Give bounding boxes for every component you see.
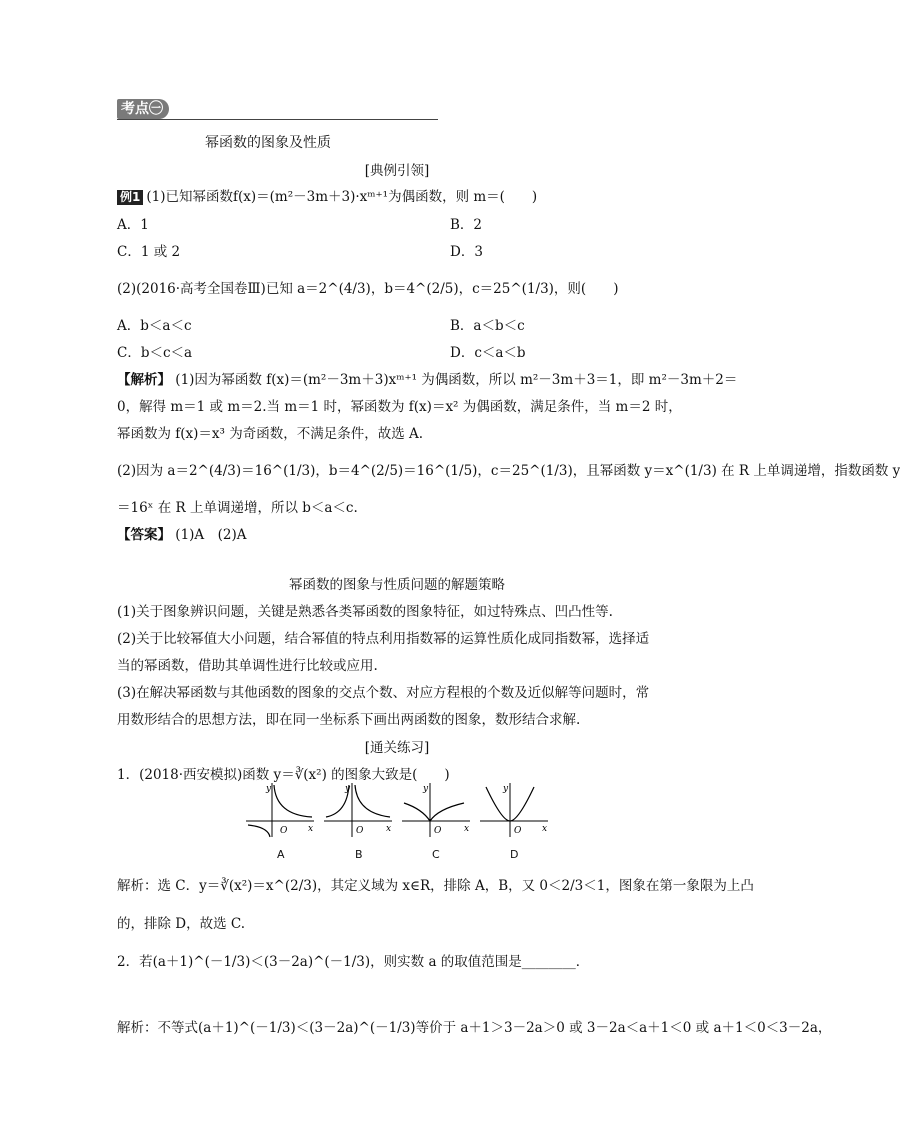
graph-label-b: B — [355, 848, 363, 861]
svg-text:y: y — [503, 784, 509, 794]
q2-option-a: A．b＜a＜c — [117, 318, 192, 334]
solution-line4: (2)因为 a＝2^(4/3)＝16^(1/3)，b＝4^(2/5)＝16^(1/5)，c＝25^(1/3)，且幂函数 y＝x^(1/3) 在 R 上单调递增，指数函数 y — [117, 463, 900, 479]
q2-option-c: C．b＜c＜a — [117, 345, 193, 361]
section-title: 幂函数的图象及性质 — [205, 135, 331, 151]
q1-option-c: C．1 或 2 — [117, 244, 181, 260]
strategy-p2a: (2)关于比较幂值大小问题，结合幂值的特点利用指数幂的运算性质化成同指数幂，选择适 — [117, 631, 650, 647]
answer-line — [117, 523, 247, 543]
practice-q2: 2．若(a＋1)^(－1/3)＜(3－2a)^(－1/3)，则实数 a 的取值范围是________． — [117, 954, 590, 970]
svg-text:O: O — [280, 826, 288, 836]
solution-label: 【解析】 — [117, 372, 171, 388]
q2-option-b: B．a＜b＜c — [450, 318, 525, 334]
solution-line2: 0，解得 m＝1 或 m＝2.当 m＝1 时，幂函数为 f(x)＝x² 为偶函数，满足条件，当 m＝2 时， — [117, 399, 682, 415]
example-heading: [典例引领] — [364, 163, 430, 179]
svg-text:x: x — [542, 824, 548, 834]
q2-option-d: D．c＜a＜b — [450, 345, 526, 361]
example1-question2: (2)(2016·高考全国卷Ⅲ)已知 a＝2^(4/3)，b＝4^(2/5)，c＝25^(1/3)，则( ) — [117, 281, 619, 297]
svg-text:x: x — [464, 824, 470, 834]
svg-text:y: y — [266, 784, 272, 794]
svg-text:O: O — [434, 826, 442, 836]
q1-option-b: B．2 — [450, 217, 483, 233]
example1-question1 — [117, 185, 537, 205]
practice-q2-solution: 解析：不等式(a＋1)^(－1/3)＜(3－2a)^(－1/3)等价于 a＋1＞3－2a＞0 或 3－2a＜a＋1＜0 或 a＋1＜0＜3－2a， — [117, 1020, 832, 1036]
solution-line3: 幂函数为 f(x)＝x³ 为奇函数，不满足条件，故选 A. — [117, 426, 424, 442]
solution-line5: ＝16ˣ 在 R 上单调递增，所以 b＜a＜c. — [117, 500, 358, 516]
strategy-p3b: 用数形结合的思想方法，即在同一坐标系下画出两函数的图象，数形结合求解. — [117, 712, 581, 728]
practice-q1: 1．(2018·西安模拟)函数 y＝∛(x²) 的图象大致是( ) — [117, 767, 450, 783]
graph-a — [246, 781, 316, 839]
solution-line1: 【解析】 (1)因为幂函数 f(x)＝(m²－3m＋3)xᵐ⁺¹ 为偶函数，所以 m²－3m＋3＝1，即 m²－3m＋2＝ — [117, 372, 738, 388]
strategy-title: 幂函数的图象与性质问题的解题策略 — [289, 577, 505, 593]
svg-text:x: x — [386, 824, 392, 834]
svg-text:y: y — [423, 784, 429, 794]
graph-b — [324, 781, 394, 839]
strategy-p2b: 当的幂函数，借助其单调性进行比较或应用. — [117, 658, 378, 674]
q1-text: (1)已知幂函数f(x)＝(m²－3m＋3)·xᵐ⁺¹为偶函数，则 m＝( ) — [146, 189, 538, 205]
practice-q1-solution-b: 的，排除 D，故选 C. — [117, 916, 246, 932]
svg-text:O: O — [356, 826, 364, 836]
answer-label: 【答案】 — [117, 527, 171, 543]
graph-label-a: A — [277, 848, 285, 861]
graph-label-c: C — [432, 848, 440, 861]
svg-text:y: y — [345, 784, 351, 794]
q1-option-d: D．3 — [450, 244, 483, 260]
practice-q1-solution-a: 解析：选 C．y＝∛(x²)＝x^(2/3)，其定义域为 x∈R，排除 A，B，又 0＜2/3＜1，图象在第一象限为上凸 — [117, 878, 754, 894]
practice-heading: [通关练习] — [364, 740, 430, 756]
svg-text:x: x — [308, 824, 314, 834]
graph-d — [480, 781, 550, 839]
example-badge: 例1 — [117, 190, 143, 205]
graph-c — [402, 781, 472, 839]
strategy-p1: (1)关于图象辨识问题，关键是熟悉各类幂函数的图象特征，如过特殊点、凹凸性等. — [117, 604, 613, 620]
section-rule — [117, 119, 438, 120]
graph-label-d: D — [510, 848, 519, 861]
svg-text:O: O — [514, 826, 522, 836]
section-tag: 考点㊀ — [117, 99, 169, 119]
answer-text: (1)A (2)A — [175, 527, 247, 543]
strategy-p3a: (3)在解决幂函数与其他函数的图象的交点个数、对应方程根的个数及近似解等问题时，常 — [117, 685, 650, 701]
q1-option-a: A．1 — [117, 217, 149, 233]
